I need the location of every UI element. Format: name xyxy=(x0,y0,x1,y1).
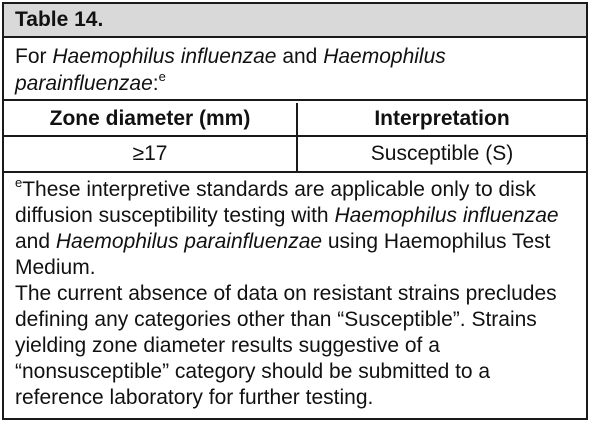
table-row xyxy=(4,137,586,173)
header-zone-diameter: Zone diameter (mm) xyxy=(4,103,298,135)
footnote-text-1: These interpretive standards are applicable only to disk diffusion susceptibility testing with xyxy=(15,178,536,227)
footnote-paragraph-1 xyxy=(15,177,578,281)
subtitle-mid: and xyxy=(276,45,324,68)
footnote-mark: e xyxy=(15,175,23,190)
footnote-paragraph-2: The current absence of data on resistant strains precludes defining any categories other than “Susceptible”. Strains yielding zone diameter results suggestive of a “nonsusceptible” category should be submitted to a reference laboratory for further testing. xyxy=(15,282,557,409)
subtitle-organism-1: Haemophilus influenzae xyxy=(52,45,277,68)
footnote-organism-1: Haemophilus influenzae xyxy=(334,204,559,227)
table-header-row xyxy=(4,103,586,137)
table-subtitle xyxy=(4,38,586,101)
footnote-organism-2: Haemophilus parainfluenzae xyxy=(55,230,323,253)
subtitle-suffix: : xyxy=(152,72,159,95)
interpretive-table xyxy=(2,2,588,420)
subtitle-organism-2: Haemophilus parainfluenzae xyxy=(15,45,446,95)
table-title: Table 14. xyxy=(4,4,586,38)
table-footnote xyxy=(4,173,586,418)
subtitle-prefix: For xyxy=(15,45,53,68)
subtitle-footnote-mark: e xyxy=(158,69,166,84)
header-interpretation: Interpretation xyxy=(374,107,510,130)
cell-interpretation: Susceptible (S) xyxy=(370,142,514,165)
footnote-text-2: using Haemophilus Test Medium. xyxy=(15,230,551,279)
cell-zone-diameter: ≥17 xyxy=(4,137,298,171)
footnote-mid: and xyxy=(15,230,56,253)
